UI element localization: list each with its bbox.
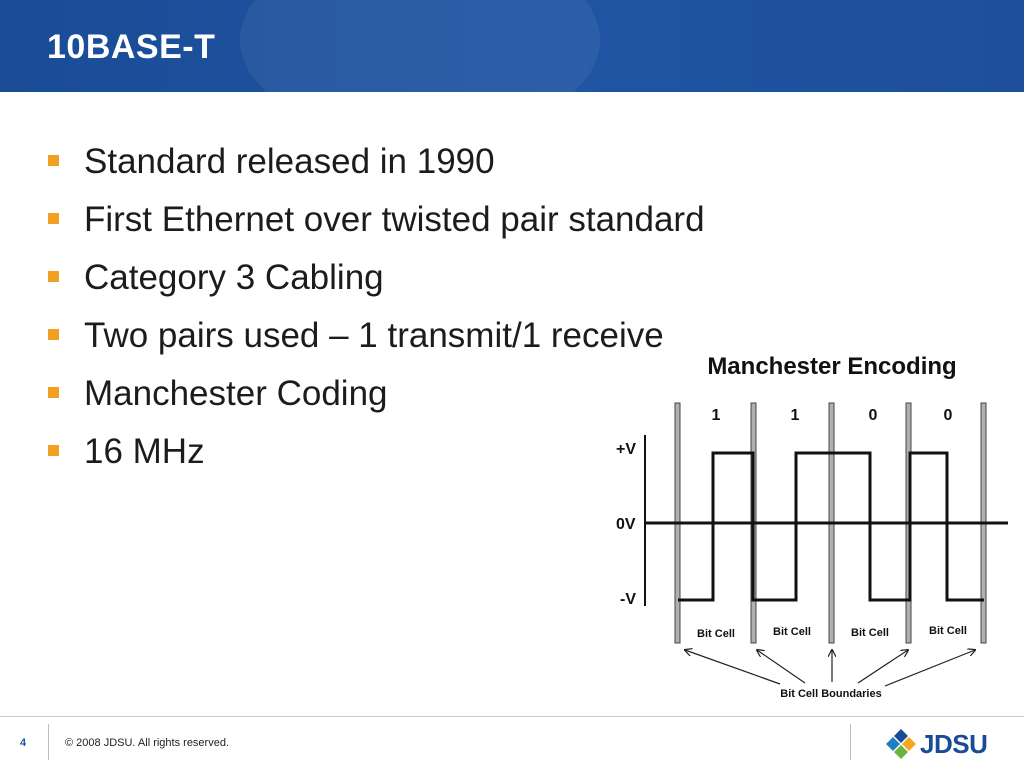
level-label-low: -V xyxy=(620,591,636,608)
bit-value: 1 xyxy=(711,407,721,424)
boundary-arrow xyxy=(858,650,908,683)
level-label-zero: 0V xyxy=(616,516,636,533)
bit-value: 1 xyxy=(790,407,800,424)
bullet-text: Manchester Coding xyxy=(84,374,388,413)
footer-divider xyxy=(0,716,1024,717)
bullet-square-icon xyxy=(48,445,59,456)
bit-cell-label: Bit Cell xyxy=(929,625,967,637)
jdsu-diamond-icon xyxy=(884,727,918,761)
manchester-encoding-diagram xyxy=(600,340,1020,710)
company-logo xyxy=(884,727,994,761)
slide-title: 10BASE-T xyxy=(47,28,216,66)
boundary-arrow xyxy=(685,650,780,684)
bit-value: 0 xyxy=(868,407,878,424)
bullet-text: Standard released in 1990 xyxy=(84,142,495,181)
bullet-square-icon xyxy=(48,213,59,224)
boundaries-label: Bit Cell Boundaries xyxy=(780,688,882,700)
footer-separator xyxy=(850,724,851,760)
bullet-text: Two pairs used – 1 transmit/1 receive xyxy=(84,316,664,355)
footer-separator xyxy=(48,724,49,760)
level-label-high: +V xyxy=(616,441,637,458)
diagram-title: Manchester Encoding xyxy=(707,353,957,380)
list-item xyxy=(44,198,705,256)
bullet-square-icon xyxy=(48,271,59,282)
bullet-square-icon xyxy=(48,329,59,340)
bit-cell-label: Bit Cell xyxy=(773,626,811,638)
bullet-square-icon xyxy=(48,155,59,166)
bullet-text: First Ethernet over twisted pair standard xyxy=(84,200,705,239)
bit-cell-label: Bit Cell xyxy=(851,627,889,639)
header-decoration xyxy=(240,0,600,92)
boundary-arrow xyxy=(885,650,975,686)
bit-value: 0 xyxy=(943,407,953,424)
list-item xyxy=(44,256,705,314)
bullet-text: Category 3 Cabling xyxy=(84,258,384,297)
title-bar xyxy=(0,0,1024,92)
copyright-text: © 2008 JDSU. All rights reserved. xyxy=(65,737,230,749)
bullet-square-icon xyxy=(48,387,59,398)
list-item xyxy=(44,140,705,198)
logo-wordmark: JDSU xyxy=(920,729,988,759)
bit-cell-label: Bit Cell xyxy=(697,628,735,640)
page-number: 4 xyxy=(20,737,27,749)
bullet-text: 16 MHz xyxy=(84,432,205,471)
